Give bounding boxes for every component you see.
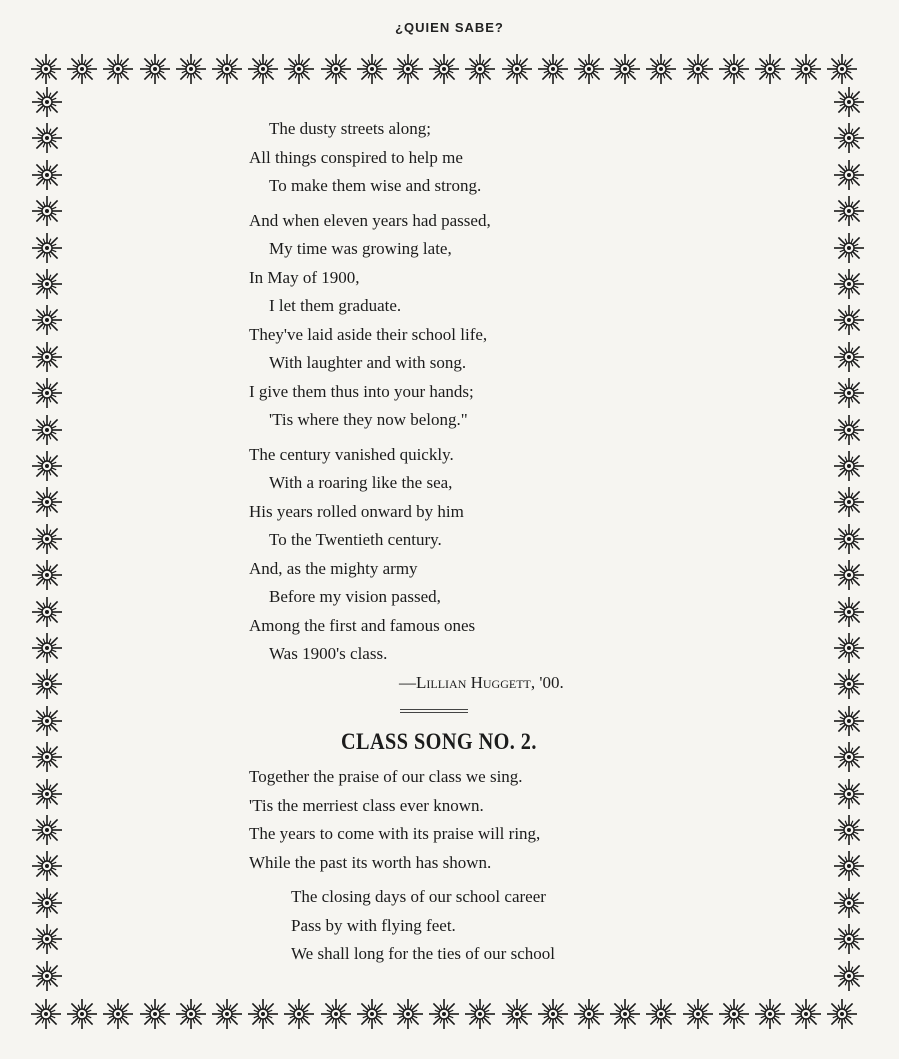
starburst-ornament-icon <box>428 998 460 1030</box>
starburst-ornament-icon <box>833 159 865 191</box>
starburst-ornament-icon <box>175 53 207 85</box>
song-line: While the past its worth has shown. <box>249 852 492 872</box>
poem-line: All things conspired to help me <box>249 147 463 167</box>
starburst-ornament-icon <box>31 232 63 264</box>
starburst-ornament-icon <box>31 632 63 664</box>
poem-line: Among the first and famous ones <box>249 615 476 635</box>
poem-line: 'Tis where they now belong." <box>269 410 468 429</box>
ornamental-border-right <box>832 86 866 997</box>
starburst-ornament-icon <box>30 53 62 85</box>
signature-author: Lillian Huggett <box>416 672 531 692</box>
starburst-ornament-icon <box>833 923 865 955</box>
starburst-ornament-icon <box>833 377 865 409</box>
starburst-ornament-icon <box>31 122 63 154</box>
starburst-ornament-icon <box>833 523 865 555</box>
starburst-ornament-icon <box>718 998 750 1030</box>
starburst-ornament-icon <box>320 53 352 85</box>
poem-line: I let them graduate. <box>269 296 402 315</box>
section-divider <box>400 709 468 713</box>
starburst-ornament-icon <box>283 998 315 1030</box>
starburst-ornament-icon <box>31 86 63 118</box>
starburst-ornament-icon <box>645 998 677 1030</box>
poem-line: I give them thus into your hands; <box>249 381 474 401</box>
starburst-ornament-icon <box>833 814 865 846</box>
poem-line: Before my vision passed, <box>269 587 441 606</box>
starburst-ornament-icon <box>31 778 63 810</box>
starburst-ornament-icon <box>790 998 822 1030</box>
starburst-ornament-icon <box>826 998 858 1030</box>
starburst-ornament-icon <box>833 86 865 118</box>
starburst-ornament-icon <box>283 53 315 85</box>
starburst-ornament-icon <box>833 596 865 628</box>
starburst-ornament-icon <box>66 998 98 1030</box>
starburst-ornament-icon <box>754 998 786 1030</box>
starburst-ornament-icon <box>573 998 605 1030</box>
starburst-ornament-icon <box>247 998 279 1030</box>
starburst-ornament-icon <box>501 53 533 85</box>
song-line: The closing days of our school career <box>291 887 546 906</box>
poem-line: His years rolled onward by him <box>249 501 464 521</box>
poem-signature <box>249 669 809 698</box>
starburst-ornament-icon <box>833 778 865 810</box>
starburst-ornament-icon <box>392 53 424 85</box>
starburst-ornament-icon <box>609 998 641 1030</box>
starburst-ornament-icon <box>139 998 171 1030</box>
starburst-ornament-icon <box>833 268 865 300</box>
starburst-ornament-icon <box>31 887 63 919</box>
poem-line: The dusty streets along; <box>269 119 431 138</box>
poem-line: My time was growing late, <box>269 239 452 258</box>
starburst-ornament-icon <box>356 53 388 85</box>
poem-line: To make them wise and strong. <box>269 176 482 195</box>
starburst-ornament-icon <box>537 53 569 85</box>
starburst-ornament-icon <box>247 53 279 85</box>
song-line: We shall long for the ties of our school <box>291 944 555 963</box>
poem-line: To the Twentieth century. <box>269 530 442 549</box>
starburst-ornament-icon <box>31 486 63 518</box>
starburst-ornament-icon <box>833 632 865 664</box>
starburst-ornament-icon <box>464 998 496 1030</box>
starburst-ornament-icon <box>31 814 63 846</box>
starburst-ornament-icon <box>790 53 822 85</box>
starburst-ornament-icon <box>31 304 63 336</box>
song-line: 'Tis the merriest class ever known. <box>249 795 484 815</box>
starburst-ornament-icon <box>682 998 714 1030</box>
starburst-ornament-icon <box>609 53 641 85</box>
poem <box>249 115 809 697</box>
starburst-ornament-icon <box>718 53 750 85</box>
starburst-ornament-icon <box>31 923 63 955</box>
starburst-ornament-icon <box>31 559 63 591</box>
ornamental-border-top <box>30 52 866 86</box>
poem-line: With a roaring like the sea, <box>269 473 453 492</box>
starburst-ornament-icon <box>31 195 63 227</box>
starburst-ornament-icon <box>139 53 171 85</box>
starburst-ornament-icon <box>66 53 98 85</box>
poem-line: Was 1900's class. <box>269 644 388 663</box>
starburst-ornament-icon <box>833 486 865 518</box>
poem-line: And, as the mighty army <box>249 558 418 578</box>
starburst-ornament-icon <box>31 523 63 555</box>
starburst-ornament-icon <box>30 998 62 1030</box>
starburst-ornament-icon <box>31 741 63 773</box>
starburst-ornament-icon <box>392 998 424 1030</box>
starburst-ornament-icon <box>31 850 63 882</box>
signature-year: , '00. <box>530 672 564 692</box>
starburst-ornament-icon <box>833 195 865 227</box>
starburst-ornament-icon <box>682 53 714 85</box>
poem-line: And when eleven years had passed, <box>249 210 491 230</box>
ornamental-border-left <box>30 86 64 997</box>
starburst-ornament-icon <box>31 268 63 300</box>
starburst-ornament-icon <box>356 998 388 1030</box>
song-verse <box>249 763 809 877</box>
starburst-ornament-icon <box>833 887 865 919</box>
starburst-ornament-icon <box>31 377 63 409</box>
poem-line: They've laid aside their school life, <box>249 324 488 344</box>
starburst-ornament-icon <box>833 122 865 154</box>
song-chorus <box>249 883 809 969</box>
starburst-ornament-icon <box>537 998 569 1030</box>
starburst-ornament-icon <box>31 668 63 700</box>
song-line: Pass by with flying feet. <box>291 915 456 935</box>
starburst-ornament-icon <box>102 53 134 85</box>
page-text <box>249 115 809 969</box>
starburst-ornament-icon <box>211 998 243 1030</box>
poem-line: In May of 1900, <box>249 267 360 287</box>
poem-line: The century vanished quickly. <box>249 444 454 464</box>
poem-line: With laughter and with song. <box>269 353 467 372</box>
starburst-ornament-icon <box>428 53 460 85</box>
starburst-ornament-icon <box>31 705 63 737</box>
signature-dash: — <box>399 672 416 692</box>
starburst-ornament-icon <box>211 53 243 85</box>
starburst-ornament-icon <box>833 559 865 591</box>
starburst-ornament-icon <box>31 341 63 373</box>
starburst-ornament-icon <box>31 596 63 628</box>
starburst-ornament-icon <box>31 960 63 992</box>
starburst-ornament-icon <box>175 998 207 1030</box>
starburst-ornament-icon <box>464 53 496 85</box>
song-line: The years to come with its praise will ring, <box>249 824 541 843</box>
starburst-ornament-icon <box>826 53 858 85</box>
ornamental-border-bottom <box>30 997 866 1031</box>
starburst-ornament-icon <box>833 850 865 882</box>
starburst-ornament-icon <box>501 998 533 1030</box>
starburst-ornament-icon <box>31 414 63 446</box>
starburst-ornament-icon <box>31 159 63 191</box>
starburst-ornament-icon <box>833 414 865 446</box>
song-line: Together the praise of our class we sing. <box>249 767 523 786</box>
starburst-ornament-icon <box>833 341 865 373</box>
starburst-ornament-icon <box>833 232 865 264</box>
starburst-ornament-icon <box>833 960 865 992</box>
starburst-ornament-icon <box>833 741 865 773</box>
starburst-ornament-icon <box>833 705 865 737</box>
starburst-ornament-icon <box>31 450 63 482</box>
starburst-ornament-icon <box>573 53 605 85</box>
starburst-ornament-icon <box>833 668 865 700</box>
song-title: CLASS SONG NO. 2. <box>341 729 537 754</box>
starburst-ornament-icon <box>320 998 352 1030</box>
running-head: ¿QUIEN SABE? <box>395 20 504 35</box>
starburst-ornament-icon <box>833 450 865 482</box>
starburst-ornament-icon <box>833 304 865 336</box>
starburst-ornament-icon <box>645 53 677 85</box>
starburst-ornament-icon <box>754 53 786 85</box>
starburst-ornament-icon <box>102 998 134 1030</box>
